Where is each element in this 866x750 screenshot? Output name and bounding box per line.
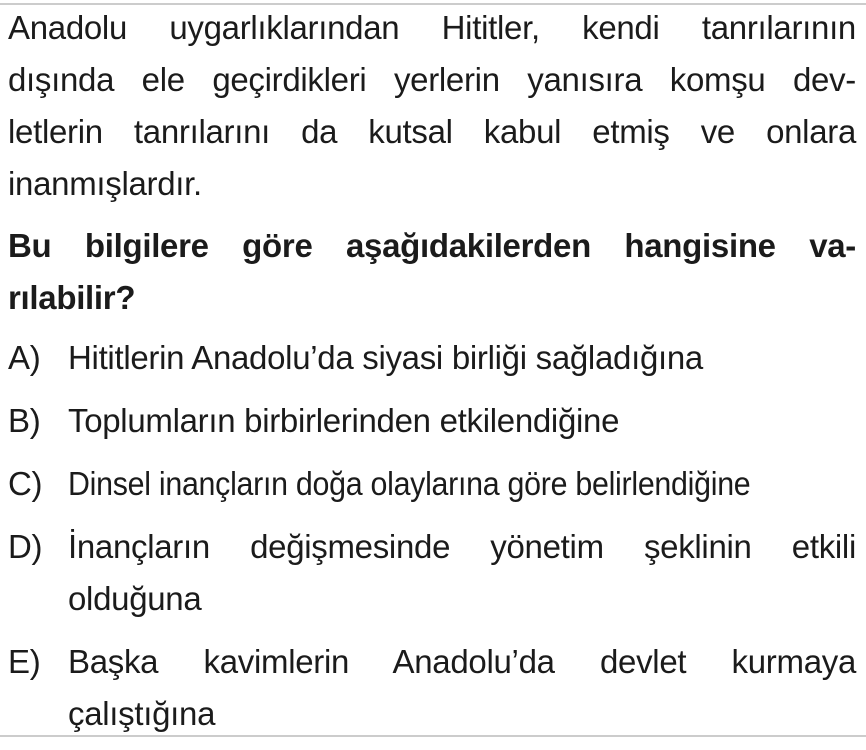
option-a <box>8 332 856 384</box>
option-c-text <box>68 458 856 510</box>
option-line: olduğuna <box>68 580 202 617</box>
question-stem <box>8 2 856 210</box>
option-d-letter: D) <box>8 528 43 565</box>
option-c-letter: C) <box>8 465 43 502</box>
option-line: Hititlerin Anadolu’da siyasi birliği sağladığına <box>68 339 703 376</box>
option-e-text <box>68 636 856 740</box>
prompt-line: Bu bilgilere göre aşağıdakilerden hangisine va- <box>8 227 856 264</box>
option-line: Başka kavimlerin Anadolu’da devlet kurmaya <box>68 643 856 680</box>
options-list <box>8 332 856 740</box>
stem-line: Anadolu uygarlıklarından Hititler, kendi tanrılarının <box>8 9 856 46</box>
option-b <box>8 395 856 447</box>
option-b-letter: B) <box>8 402 41 439</box>
option-d <box>8 521 856 625</box>
bottom-divider <box>0 735 866 737</box>
prompt-line: rılabilir? <box>8 279 136 316</box>
option-c <box>8 458 856 510</box>
option-e-letter: E) <box>8 643 41 680</box>
option-b-text <box>68 395 856 447</box>
stem-line: dışında ele geçirdikleri yerlerin yanısıra komşu dev- <box>8 61 856 98</box>
option-a-text <box>68 332 856 384</box>
option-e <box>8 636 856 740</box>
question-prompt <box>8 220 856 324</box>
option-line: İnançların değişmesinde yönetim şeklinin etkili <box>68 528 856 565</box>
option-a-letter: A) <box>8 339 41 376</box>
option-line: Dinsel inançların doğa olaylarına göre belirlendiğine <box>68 465 751 502</box>
option-line: Toplumların birbirlerinden etkilendiğine <box>68 402 620 439</box>
option-d-text <box>68 521 856 625</box>
stem-line: inanmışlardır. <box>8 165 202 202</box>
stem-line: letlerin tanrılarını da kutsal kabul etmiş ve onlara <box>8 113 856 150</box>
option-line: çalıştığına <box>68 695 216 732</box>
